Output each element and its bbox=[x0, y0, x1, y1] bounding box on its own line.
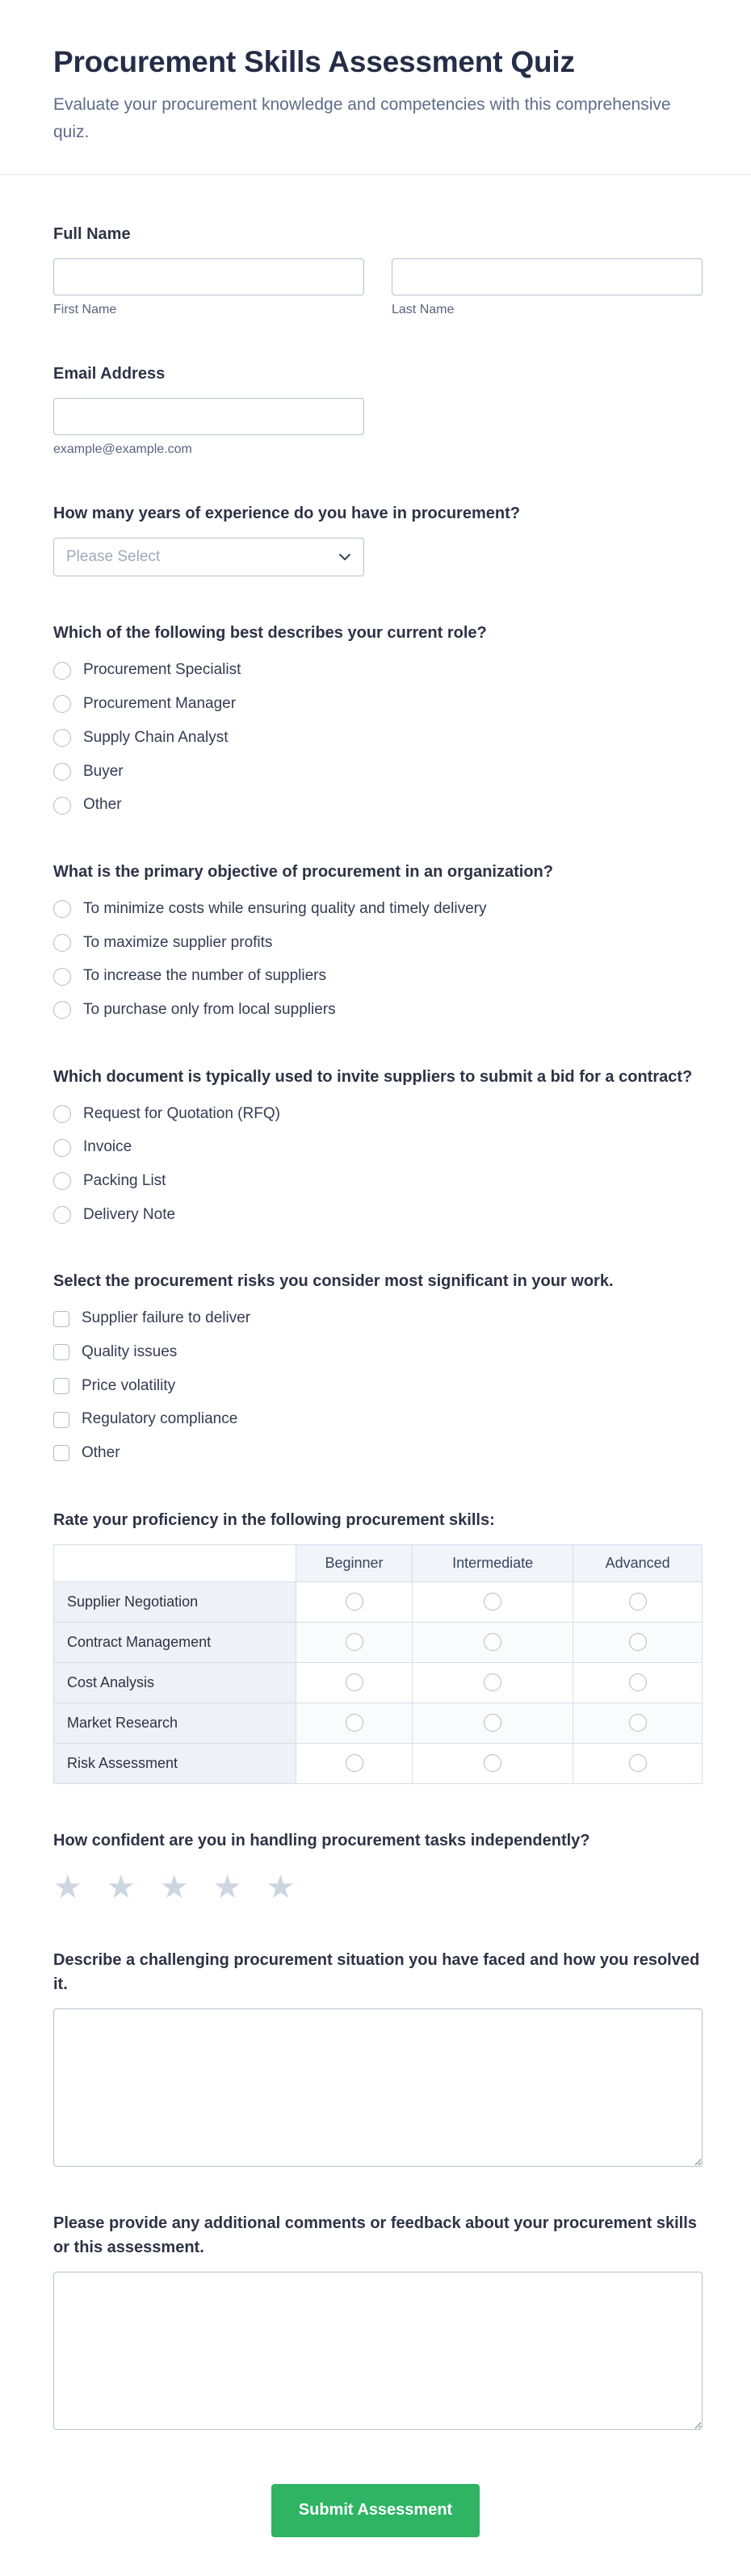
last-name-input[interactable] bbox=[392, 258, 703, 295]
checkbox-icon[interactable] bbox=[53, 1412, 69, 1428]
option-label: Invoice bbox=[83, 1138, 132, 1156]
option-label: Delivery Note bbox=[83, 1205, 176, 1223]
radio-icon[interactable] bbox=[53, 763, 71, 781]
question-current-role bbox=[53, 621, 703, 815]
option-label: Regulatory compliance bbox=[82, 1410, 238, 1428]
matrix-row-risk-assessment bbox=[54, 1743, 703, 1783]
comments-textarea[interactable] bbox=[53, 2272, 703, 2430]
role-option-buyer[interactable] bbox=[53, 762, 703, 782]
matrix-radio[interactable] bbox=[346, 1754, 363, 1772]
star-icon-3[interactable]: ★ bbox=[159, 1868, 189, 1906]
experience-select-value: Please Select bbox=[66, 548, 161, 566]
matrix-radio[interactable] bbox=[629, 1673, 647, 1691]
matrix-cell bbox=[413, 1581, 573, 1622]
matrix-row-cost-analysis bbox=[54, 1662, 703, 1703]
question-procurement-risks bbox=[53, 1269, 703, 1463]
matrix-radio[interactable] bbox=[346, 1633, 363, 1651]
option-label: To purchase only from local suppliers bbox=[83, 1000, 336, 1018]
risk-option-regulatory-compliance[interactable] bbox=[53, 1409, 703, 1430]
objective-option-local-suppliers[interactable] bbox=[53, 1000, 703, 1020]
email-label: Email Address bbox=[53, 365, 166, 383]
option-label: Buyer bbox=[83, 762, 124, 780]
matrix-radio[interactable] bbox=[629, 1593, 647, 1611]
matrix-row-label: Supplier Negotiation bbox=[54, 1581, 296, 1622]
option-label: Supply Chain Analyst bbox=[83, 728, 229, 746]
radio-icon[interactable] bbox=[53, 662, 71, 680]
radio-icon[interactable] bbox=[53, 900, 71, 918]
option-label: To minimize costs while ensuring quality and timely delivery bbox=[83, 899, 487, 917]
matrix-cell bbox=[296, 1703, 413, 1743]
question-experience bbox=[53, 501, 703, 576]
last-name-field bbox=[392, 258, 703, 317]
radio-icon[interactable] bbox=[53, 968, 71, 986]
radio-icon[interactable] bbox=[53, 1206, 71, 1224]
question-challenge-situation bbox=[53, 1948, 703, 2167]
matrix-cell bbox=[573, 1743, 703, 1783]
question-bid-document bbox=[53, 1065, 703, 1225]
matrix-header-row bbox=[54, 1544, 703, 1581]
name-fields-row bbox=[53, 258, 703, 317]
radio-icon[interactable] bbox=[53, 729, 71, 747]
matrix-cell bbox=[573, 1622, 703, 1662]
radio-icon[interactable] bbox=[53, 695, 71, 713]
current-role-options bbox=[53, 657, 703, 815]
document-option-rfq[interactable] bbox=[53, 1104, 703, 1125]
matrix-radio[interactable] bbox=[484, 1593, 501, 1611]
question-primary-objective bbox=[53, 860, 703, 1020]
risk-option-price-volatility[interactable] bbox=[53, 1376, 703, 1397]
form-body bbox=[0, 175, 751, 2429]
matrix-radio[interactable] bbox=[484, 1673, 501, 1691]
matrix-cell bbox=[413, 1743, 573, 1783]
radio-icon[interactable] bbox=[53, 1172, 71, 1190]
star-icon-1[interactable]: ★ bbox=[53, 1868, 82, 1906]
confidence-star-rating bbox=[53, 1865, 703, 1904]
first-name-field bbox=[53, 258, 364, 317]
option-label: Other bbox=[83, 796, 122, 814]
objective-option-maximize-profits[interactable] bbox=[53, 933, 703, 953]
last-name-sublabel: Last Name bbox=[392, 303, 455, 317]
current-role-label: Which of the following best describes your current role? bbox=[53, 624, 487, 643]
matrix-cell bbox=[413, 1622, 573, 1662]
chevron-down-icon bbox=[338, 553, 351, 561]
matrix-col-beginner: Beginner bbox=[296, 1544, 413, 1581]
option-label: Request for Quotation (RFQ) bbox=[83, 1104, 280, 1122]
matrix-radio[interactable] bbox=[484, 1714, 501, 1732]
matrix-row-market-research bbox=[54, 1703, 703, 1743]
role-option-supply-chain-analyst[interactable] bbox=[53, 728, 703, 748]
role-option-other[interactable] bbox=[53, 795, 703, 815]
form-header bbox=[0, 0, 751, 145]
objective-option-increase-suppliers[interactable] bbox=[53, 966, 703, 986]
radio-icon[interactable] bbox=[53, 934, 71, 952]
question-full-name bbox=[53, 222, 703, 317]
star-icon-2[interactable]: ★ bbox=[106, 1868, 136, 1906]
matrix-row-label: Market Research bbox=[54, 1703, 296, 1743]
role-option-procurement-manager[interactable] bbox=[53, 694, 703, 714]
confidence-label: How confident are you in handling procurement tasks independently? bbox=[53, 1831, 590, 1849]
form-subtitle: Evaluate your procurement knowledge and competencies with this comprehensive quiz. bbox=[53, 95, 671, 141]
risk-option-other[interactable] bbox=[53, 1443, 703, 1464]
matrix-row-label: Cost Analysis bbox=[54, 1662, 296, 1703]
option-label: Procurement Manager bbox=[83, 695, 237, 713]
skills-matrix-label: Rate your proficiency in the following procurement skills: bbox=[53, 1510, 495, 1529]
matrix-col-intermediate: Intermediate bbox=[413, 1544, 573, 1581]
document-option-packing-list[interactable] bbox=[53, 1171, 703, 1192]
matrix-row-label: Contract Management bbox=[54, 1622, 296, 1662]
question-additional-comments bbox=[53, 2211, 703, 2430]
option-label: Other bbox=[82, 1444, 120, 1462]
checkbox-icon[interactable] bbox=[53, 1311, 69, 1327]
matrix-cell bbox=[296, 1743, 413, 1783]
matrix-row-supplier-negotiation bbox=[54, 1581, 703, 1622]
radio-icon[interactable] bbox=[53, 1001, 71, 1019]
primary-objective-options bbox=[53, 896, 703, 1020]
risk-option-quality-issues[interactable] bbox=[53, 1342, 703, 1363]
experience-label: How many years of experience do you have in procurement? bbox=[53, 505, 520, 523]
matrix-radio[interactable] bbox=[629, 1714, 647, 1732]
matrix-cell bbox=[296, 1581, 413, 1622]
star-icon-5[interactable]: ★ bbox=[266, 1868, 296, 1906]
document-option-delivery-note[interactable] bbox=[53, 1205, 703, 1225]
option-label: Price volatility bbox=[82, 1376, 176, 1394]
form-title: Procurement Skills Assessment Quiz bbox=[53, 45, 575, 78]
option-label: Procurement Specialist bbox=[83, 661, 241, 679]
matrix-radio[interactable] bbox=[484, 1754, 501, 1772]
option-label: Supplier failure to deliver bbox=[82, 1309, 251, 1327]
matrix-row-contract-management bbox=[54, 1622, 703, 1662]
matrix-radio[interactable] bbox=[346, 1673, 363, 1691]
full-name-label: Full Name bbox=[53, 225, 131, 244]
matrix-radio[interactable] bbox=[346, 1593, 363, 1611]
option-label: To increase the number of suppliers bbox=[83, 967, 326, 985]
email-sublabel: example@example.com bbox=[53, 442, 192, 457]
matrix-cell bbox=[413, 1662, 573, 1703]
matrix-cell bbox=[296, 1622, 413, 1662]
checkbox-icon[interactable] bbox=[53, 1445, 69, 1461]
skills-matrix-table bbox=[53, 1544, 703, 1784]
matrix-radio[interactable] bbox=[484, 1633, 501, 1651]
role-option-procurement-specialist[interactable] bbox=[53, 660, 703, 681]
primary-objective-label: What is the primary objective of procurement in an organization? bbox=[53, 862, 553, 881]
email-input[interactable] bbox=[53, 398, 364, 435]
submit-row bbox=[0, 2474, 751, 2576]
matrix-radio[interactable] bbox=[629, 1754, 647, 1772]
bid-document-label: Which document is typically used to invite suppliers to submit a bid for a contract? bbox=[53, 1067, 693, 1086]
matrix-col-advanced: Advanced bbox=[573, 1544, 703, 1581]
checkbox-icon[interactable] bbox=[53, 1344, 69, 1360]
challenge-label: Describe a challenging procurement situation you have faced and how you resolved it. bbox=[53, 1950, 700, 1993]
procurement-risks-label: Select the procurement risks you consider most significant in your work. bbox=[53, 1272, 614, 1291]
matrix-cell bbox=[296, 1662, 413, 1703]
objective-option-minimize-costs[interactable] bbox=[53, 899, 703, 919]
bid-document-options bbox=[53, 1101, 703, 1225]
submit-button[interactable]: Submit Assessment bbox=[271, 2484, 480, 2537]
radio-icon[interactable] bbox=[53, 797, 71, 815]
option-label: Packing List bbox=[83, 1172, 166, 1189]
matrix-row-label: Risk Assessment bbox=[54, 1743, 296, 1783]
challenge-textarea[interactable] bbox=[53, 2008, 703, 2167]
comments-label: Please provide any additional comments or feedback about your procurement skills or this assessment. bbox=[53, 2214, 697, 2256]
matrix-corner-cell bbox=[54, 1544, 296, 1581]
first-name-sublabel: First Name bbox=[53, 303, 117, 317]
experience-select[interactable] bbox=[53, 538, 364, 576]
procurement-risks-options bbox=[53, 1305, 703, 1463]
question-confidence-rating bbox=[53, 1828, 703, 1904]
option-label: Quality issues bbox=[82, 1343, 178, 1361]
matrix-cell bbox=[573, 1662, 703, 1703]
matrix-radio[interactable] bbox=[629, 1633, 647, 1651]
risk-option-supplier-failure[interactable] bbox=[53, 1309, 703, 1329]
radio-icon[interactable] bbox=[53, 1105, 71, 1123]
option-label: To maximize supplier profits bbox=[83, 933, 273, 951]
question-skills-matrix bbox=[53, 1508, 703, 1784]
checkbox-icon[interactable] bbox=[53, 1378, 69, 1394]
star-icon-4[interactable]: ★ bbox=[212, 1868, 242, 1906]
matrix-cell bbox=[573, 1703, 703, 1743]
question-email bbox=[53, 362, 703, 457]
matrix-cell bbox=[573, 1581, 703, 1622]
matrix-cell bbox=[413, 1703, 573, 1743]
first-name-input[interactable] bbox=[53, 258, 364, 295]
radio-icon[interactable] bbox=[53, 1139, 71, 1157]
document-option-invoice[interactable] bbox=[53, 1137, 703, 1158]
matrix-radio[interactable] bbox=[346, 1714, 363, 1732]
